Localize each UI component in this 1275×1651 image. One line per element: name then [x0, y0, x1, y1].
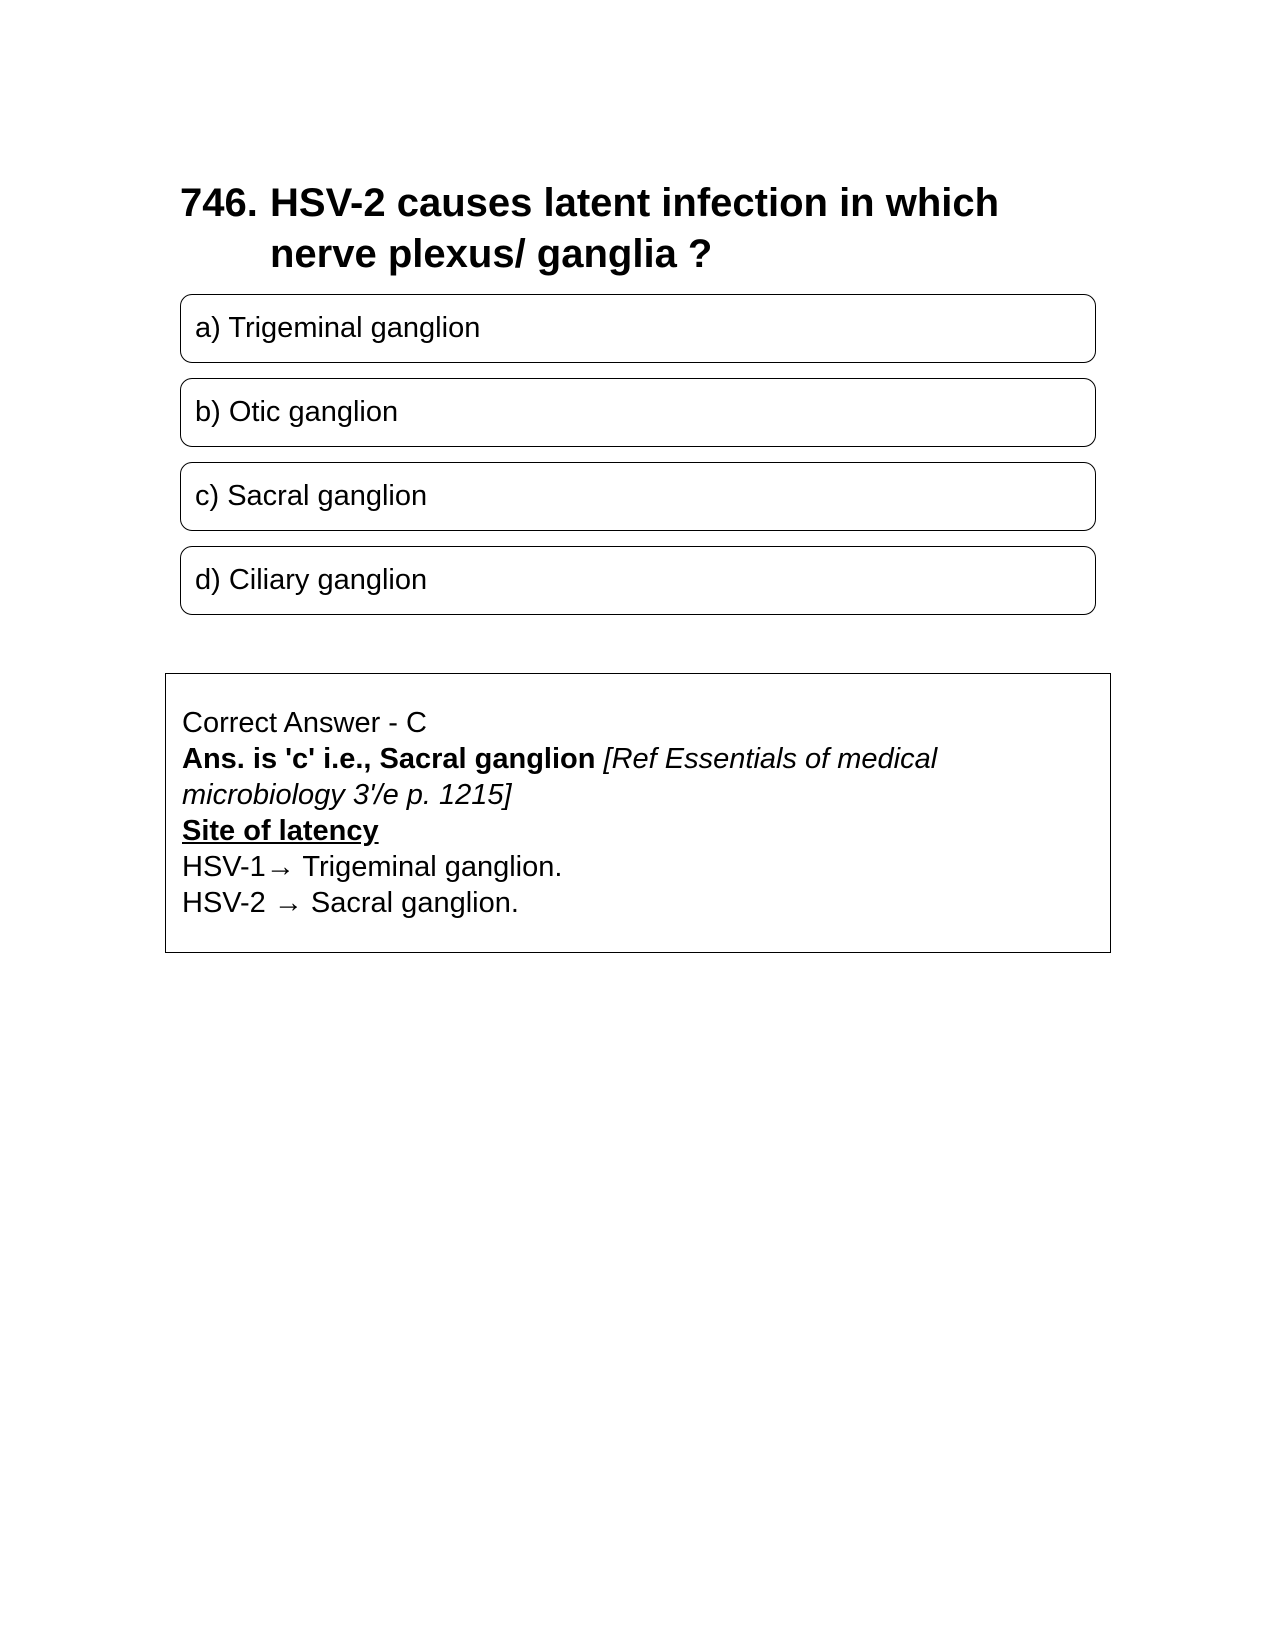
option-d[interactable]: [180, 546, 1096, 615]
question-text: HSV-2 causes latent infection in which nerve plexus/ ganglia ?: [270, 181, 1000, 276]
options-list: [180, 294, 1096, 630]
latency-line-hsv2: HSV-2 → Sacral ganglion.: [182, 887, 519, 919]
question-number: 746.: [180, 181, 258, 225]
answer-reference: [Ref Essentials of medical microbiology 3'/e p. 1215]: [182, 743, 938, 811]
option-b-label: b) Otic ganglion: [195, 396, 399, 428]
option-b[interactable]: [180, 378, 1096, 447]
answer-explanation-box: [165, 673, 1111, 953]
option-a-label: a) Trigeminal ganglion: [195, 312, 481, 344]
option-d-label: d) Ciliary ganglion: [195, 564, 428, 596]
option-c-label: c) Sacral ganglion: [195, 480, 428, 512]
site-of-latency-heading: Site of latency: [182, 815, 379, 847]
option-a[interactable]: [180, 294, 1096, 363]
question-heading: [180, 178, 1080, 280]
latency-line-hsv1: HSV-1→ Trigeminal ganglion.: [182, 851, 563, 883]
correct-answer-line: Correct Answer - C: [182, 707, 427, 739]
answer-statement: [182, 741, 1095, 813]
answer-bold-text: Ans. is 'c' i.e., Sacral ganglion: [182, 743, 596, 775]
option-c[interactable]: [180, 462, 1096, 531]
